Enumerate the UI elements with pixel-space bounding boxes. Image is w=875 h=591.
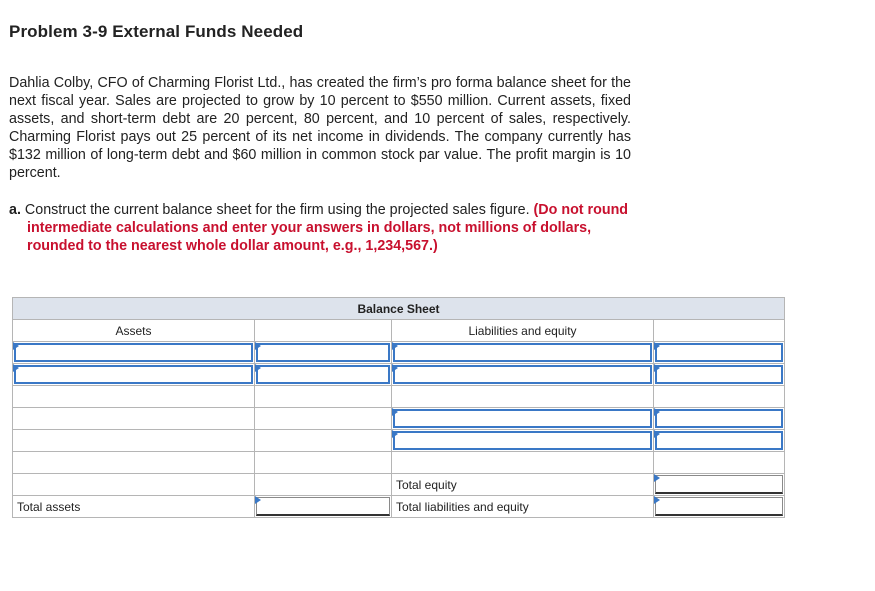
question-letter: a.: [9, 202, 21, 218]
empty-cell: [255, 386, 392, 408]
empty-cell: [392, 452, 654, 474]
dropdown-marker-icon: [392, 342, 398, 350]
dropdown-marker-icon: [13, 364, 19, 372]
balance-sheet-title: Balance Sheet: [13, 298, 785, 320]
dropdown-marker-icon: [13, 342, 19, 350]
dropdown-marker-icon: [654, 430, 660, 438]
liability-amount-input-2[interactable]: [654, 364, 785, 386]
dropdown-marker-icon: [255, 496, 261, 504]
total-assets-input[interactable]: [255, 496, 392, 518]
dropdown-marker-icon: [654, 408, 660, 416]
empty-cell: [392, 386, 654, 408]
empty-cell: [13, 474, 255, 496]
liability-amount-input-4[interactable]: [654, 430, 785, 452]
liability-amount-input-3[interactable]: [654, 408, 785, 430]
total-liabilities-equity-label: Total liabilities and equity: [392, 496, 654, 518]
dropdown-marker-icon: [392, 430, 398, 438]
empty-cell: [255, 430, 392, 452]
dropdown-marker-icon: [392, 364, 398, 372]
dropdown-marker-icon: [255, 364, 261, 372]
empty-cell: [654, 386, 785, 408]
asset-label-input-2[interactable]: [13, 364, 255, 386]
empty-cell: [13, 430, 255, 452]
problem-description: Dahlia Colby, CFO of Charming Florist Ltd., has created the firm’s pro forma balance sheet for the next fiscal year. Sales are projected to grow by 10 percent to $550 million. Current assets, fixed assets, and short-term debt are 20 percent, 80 percent, and 10 percent of sales, respectively. Charming Florist pays out 25 percent of its net income in dividends. The company currently has $132 million of long-term debt and $60 million in common stock par value. The profit margin is 10 percent.: [9, 75, 631, 181]
total-equity-input[interactable]: [654, 474, 785, 496]
liability-label-input-1[interactable]: [392, 342, 654, 364]
liability-label-input-2[interactable]: [392, 364, 654, 386]
empty-cell: [13, 386, 255, 408]
question-a: [9, 201, 633, 255]
empty-cell: [654, 320, 785, 342]
liability-label-input-3[interactable]: [392, 408, 654, 430]
empty-cell: [255, 452, 392, 474]
question-text: Construct the current balance sheet for the firm using the projected sales figure.: [24, 202, 530, 218]
dropdown-marker-icon: [255, 342, 261, 350]
dropdown-marker-icon: [654, 496, 660, 504]
question-instruction: (Do not round intermediate calculations and enter your answers in dollars, not millions of dollars, rounded to the nearest whole dollar amount, e.g., 1,234,567.): [27, 202, 629, 254]
liability-label-input-4[interactable]: [392, 430, 654, 452]
liabilities-header: Liabilities and equity: [392, 320, 654, 342]
liability-amount-input-1[interactable]: [654, 342, 785, 364]
problem-title: Problem 3-9 External Funds Needed: [9, 22, 304, 41]
balance-sheet-table: [12, 297, 785, 518]
asset-amount-input-2[interactable]: [255, 364, 392, 386]
empty-cell: [654, 452, 785, 474]
total-liabilities-equity-input[interactable]: [654, 496, 785, 518]
dropdown-marker-icon: [654, 474, 660, 482]
total-assets-label: Total assets: [13, 496, 255, 518]
empty-cell: [255, 408, 392, 430]
dropdown-marker-icon: [654, 342, 660, 350]
asset-label-input-1[interactable]: [13, 342, 255, 364]
empty-cell: [255, 320, 392, 342]
empty-cell: [13, 408, 255, 430]
dropdown-marker-icon: [392, 408, 398, 416]
assets-header: Assets: [13, 320, 255, 342]
empty-cell: [255, 474, 392, 496]
empty-cell: [13, 452, 255, 474]
asset-amount-input-1[interactable]: [255, 342, 392, 364]
dropdown-marker-icon: [654, 364, 660, 372]
total-equity-label: Total equity: [392, 474, 654, 496]
